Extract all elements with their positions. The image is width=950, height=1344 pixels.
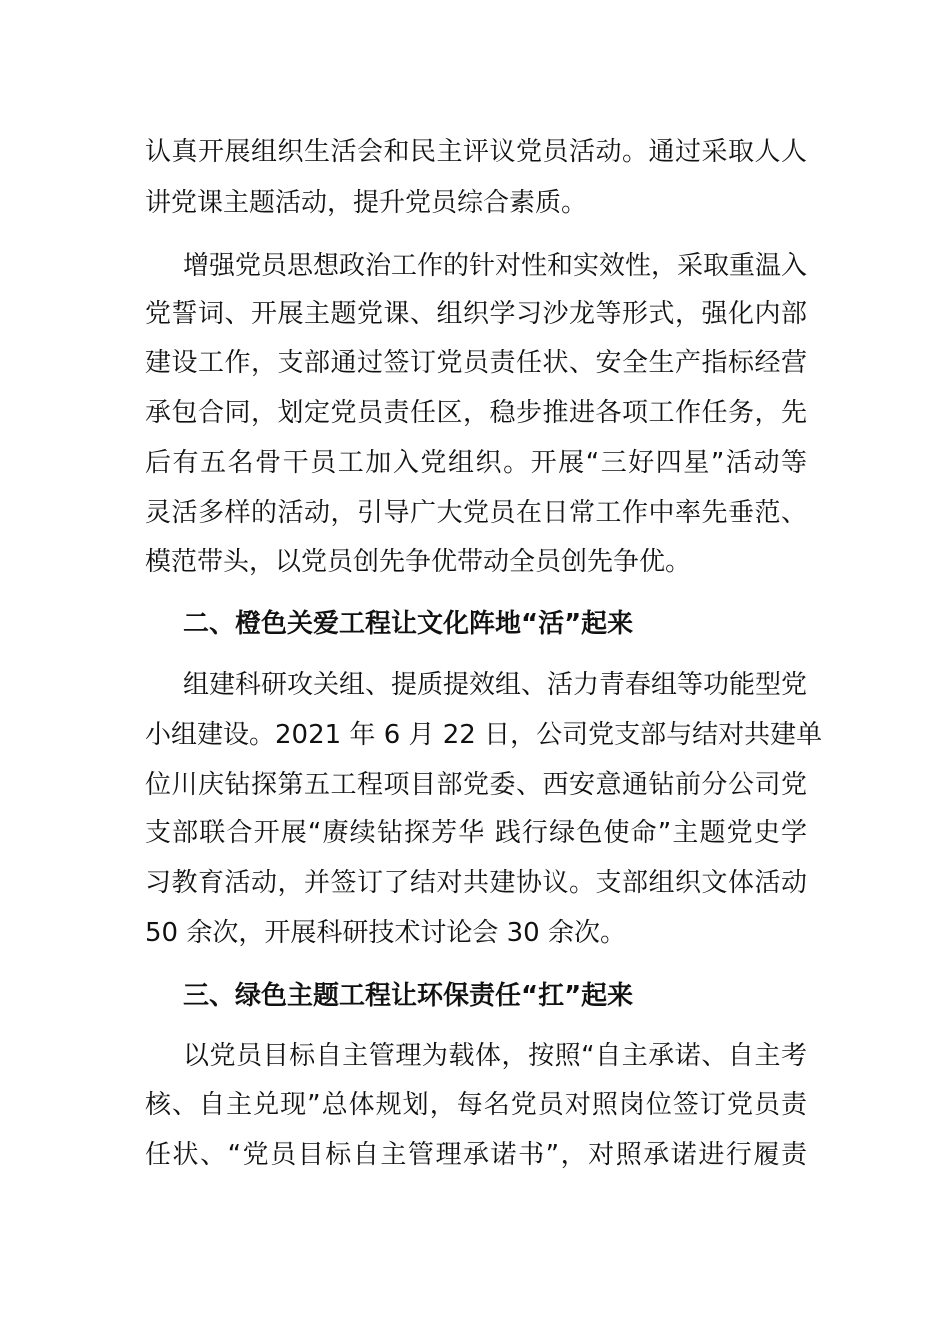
paragraph-2-line-1: 增强党员思想政治工作的针对性和实效性，采取重温入	[183, 251, 808, 281]
section-heading-2: 二、橙色关爱工程让文化阵地“活”起来	[183, 609, 634, 639]
paragraph-3-line-3: 位川庆钻探第五工程项目部党委、西安意通钻前分公司党	[145, 770, 807, 800]
paragraph-2-line-2: 党誓词、开展主题党课、组织学习沙龙等形式，强化内部	[145, 299, 807, 329]
paragraph-1-line-2: 讲党课主题活动，提升党员综合素质。	[145, 188, 588, 218]
paragraph-4-line-2: 核、自主兑现”总体规划，每名党员对照岗位签订党员责	[145, 1090, 807, 1120]
paragraph-1-line-1: 认真开展组织生活会和民主评议党员活动。通过采取人人	[145, 137, 807, 167]
paragraph-2-line-4: 承包合同，划定党员责任区，稳步推进各项工作任务，先	[145, 398, 807, 428]
paragraph-3-line-2: 小组建设。2021 年 6 月 22 日，公司党支部与结对共建单	[145, 720, 823, 750]
paragraph-3-line-5: 习教育活动，并签订了结对共建协议。支部组织文体活动	[145, 868, 807, 898]
paragraph-2-line-3: 建设工作，支部通过签订党员责任状、安全生产指标经营	[145, 348, 807, 378]
paragraph-3-line-4: 支部联合开展“赓续钻探芳华 践行绿色使命”主题党史学	[145, 818, 807, 848]
paragraph-3-line-6: 50 余次，开展科研技术讨论会 30 余次。	[145, 918, 626, 948]
paragraph-2-line-6: 灵活多样的活动，引导广大党员在日常工作中率先垂范、	[145, 498, 807, 528]
paragraph-2-line-7: 模范带头，以党员创先争优带动全员创先争优。	[145, 547, 692, 577]
paragraph-4-line-3: 任状、“党员目标自主管理承诺书”，对照承诺进行履责	[145, 1140, 807, 1170]
paragraph-2-line-5: 后有五名骨干员工加入党组织。开展“三好四星”活动等	[145, 448, 807, 478]
paragraph-3-line-1: 组建科研攻关组、提质提效组、活力青春组等功能型党	[183, 670, 808, 700]
section-heading-3: 三、绿色主题工程让环保责任“扛”起来	[183, 981, 634, 1011]
paragraph-4-line-1: 以党员目标自主管理为载体，按照“自主承诺、自主考	[183, 1041, 807, 1071]
